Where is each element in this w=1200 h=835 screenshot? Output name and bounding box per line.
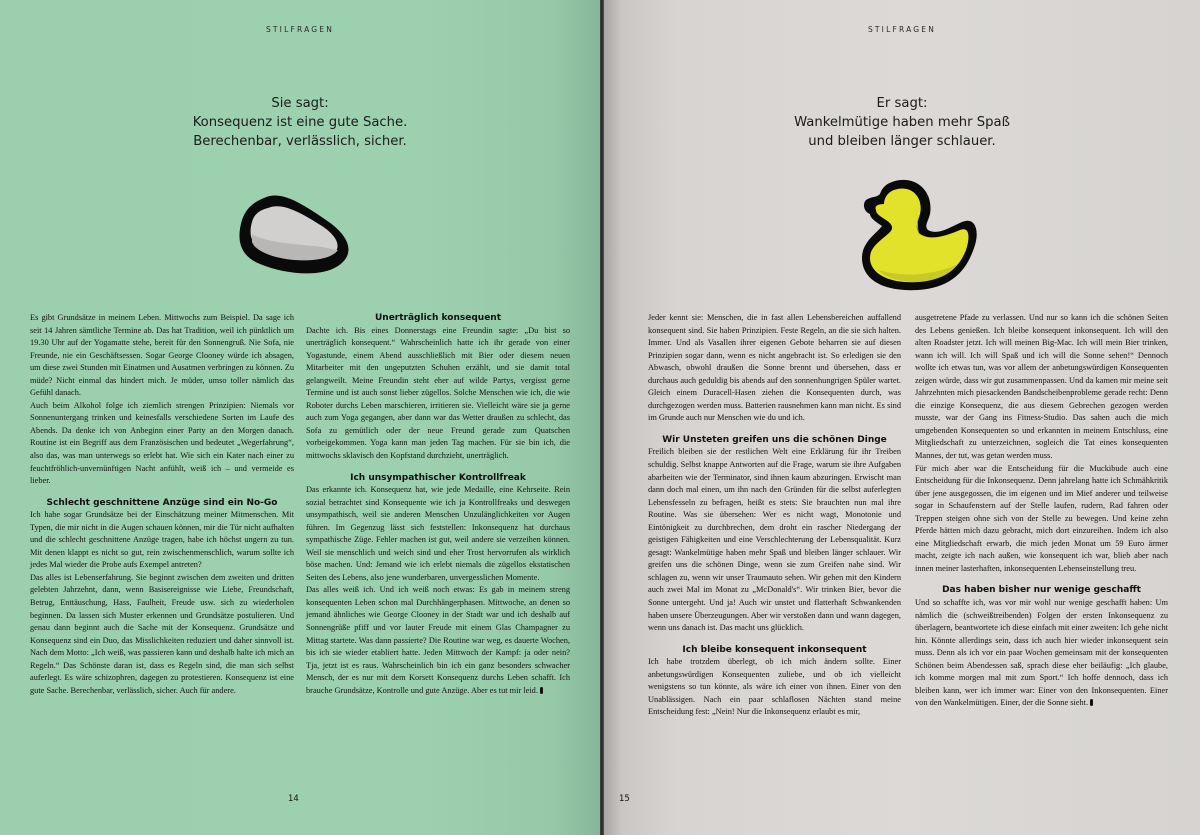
quote-line: Berechenbar, verlässlich, sicher. — [193, 134, 407, 149]
subheading: Ich unsympathischer Kontrollfreak — [350, 472, 526, 483]
right-page — [604, 0, 1200, 835]
article-columns — [648, 312, 1168, 719]
column-1 — [30, 312, 294, 697]
paragraph: Dachte ich. Bis eines Donnerstags eine Freundin sagte: „Du bist so unerträglich konsequent.“ Wahrscheinlich hatte ich ihr gerade von einer Yogastunde, einem Abend ausschließlich mit Bier oder diesem neuen Mitarbeiter mit den ungeputzten Schuhen erzählt, und sie damit total gelangweilt. Meine Freundin steht eher auf wilde Partys, vergisst gerne Termine und ist auch sonst lieber zügellos. Solche Menschen wie ich, die wie Roboter durchs Leben marschieren, irritieren sie. Vielleicht wäre sie ja gerne auch zum Yoga gegangen, aber dann war das Wetter draußen zu schlecht, das Sofa zu gemütlich oder der neue Freund gerade zum Quatschen vorbeigekommen. Yoga kann man jeden Tag machen. Für sie bin ich, die mittwochs sklavisch den Kopfstand durchzieht, unerträglich. — [306, 325, 570, 460]
paragraph-text: Und so schaffte ich, was vor mir wohl nur wenige geschafft haben: Um nämlich die (schweißtreibenden) Folgen der ersten Inkonsequenz zu überlagern, beantwortete ich diese einfach mit einer zweiten: Ich gehe nicht hin. Könnte allerdings sein, dass ich auch hier wieder inkonsequent sein muss. Denn als ich vor ein paar Wochen gemeinsam mit der konsequenten Schönen beim Abendessen saß, sprach diese eher beiläufig: „Ich glaube, ich komme morgen mal mit zum Sport.“ Ich hoffe dennoch, dass ich bleiben kann, wer ich immer war: Einer von den Inkonsequenten. Einer von den Wankelmütigen. Einer, der die Sonne sieht. — [915, 597, 1168, 708]
paragraph: Jeder kennt sie: Menschen, die in fast allen Lebensbereichen auffallend konsequent sind. Sie haben Prinzipien. Feste Regeln, an die sie sich halten. Immer. Und als Vasallen ihrer eigenen Gebote beharren sie auf diesen Prinzipien sogar dann, wenn es nicht angebracht ist. So erledigen sie den Abwasch, obwohl draußen die Sonne brennt und übersehen, dass er durchaus auch geduldig bis abends auf den sonnenhungrigen Spüler wartet. Gleich einem Duracell-Hasen ziehen die Konsequenten durch, was durchgezogen werden muss. Batterien rausnehmen kann man nicht. Es sind im Grunde auch nur Menschen wie du und ich. — [648, 313, 901, 423]
stone-icon — [234, 190, 356, 276]
paragraph: Auch beim Alkohol folge ich ziemlich strengen Prinzipien: Niemals vor Sonnenuntergang trinken und keinesfalls verschiedene Sorten im Laufe des Abends. Da denke ich von Anbeginn einer Party an den Morgen danach. Routine ist ein Begriff aus dem Französischen und bedeutet „Wegerfahrung“, also das, was man unterwegs so erlebt hat. Wie sich ein Kater nach einer zu feuchtfröhlich-unvernünftigen Nacht anfühlt, weiß ich – und vermeide es lieber. — [30, 400, 294, 486]
pull-quote — [0, 94, 600, 151]
paragraph: Es gibt Grundsätze in meinem Leben. Mittwochs zum Beispiel. Da sage ich seit 14 Jahren sämtliche Termine ab. Das hat Tradition, weil ich pünktlich um 19.30 Uhr auf der Yogamatte stehe, bereit für den Sonnengruß. Nie Sofa, nie Freunde, nie ein Geschäftsessen. Sogar George Clooney würde ich absagen, um diese zwei Stunden mit Einatmen und Ausatmen verbringen zu können. Zu müde? Nicht einmal das hindert mich. Je müder, umso toller nämlich das Gefühl danach. — [30, 313, 294, 398]
pull-quote — [604, 94, 1200, 151]
article-columns — [30, 312, 570, 697]
subheading: Das haben bisher nur wenige geschafft — [942, 585, 1141, 596]
rubber-duck-icon — [858, 176, 980, 300]
quote-line: Sie sagt: — [271, 96, 329, 111]
paragraph: Das alles ist Lebenserfahrung. Sie beginnt zwischen dem zweiten und dritten gelebten Jahrzehnt, dann, wenn Basisereignisse wie Liebe, Freundschaft, Betrug, Enttäuschung, Hass, Faulheit, Freude usw. sich zu wiederholen beginnen. Da lassen sich Muster erkennen und Grundsätze postulieren. Und genau dann beginnt auch die Sache mit der Konsequenz. Grundsätze und Konsequenz sind ein Duo, das Misslichkeiten reduziert und daher sinnvoll ist. Nach dem Motto: „Ich weiß, was passieren kann und deshalb halte ich mich an Regeln.“ Das Schönste daran ist, dass es Regeln sind, die man sich selbst auferlegt. Es wäre schizophren, dagegen zu protestieren. Konsequenz ist eine gute Sache. Berechenbar, verlässlich, sicher. Auch für andere. — [30, 572, 294, 695]
end-mark-icon — [1090, 699, 1093, 706]
paragraph: ausgetretene Pfade zu verlassen. Und nur so kann ich die schönen Seiten des Lebens genießen. Ich bleibe konsequent inkonsequent. Ich will den alten Roadster jetzt. Ich will meinen Big-Mac. Ich will mein Bier trinken, wann ich will. Ich will Spaß und ich will die Sonne sehen!“ Dennoch wollte ich etwas tun, was vor allem der anbetungswürdigen Konsequenten zeigen würde, dass wir gut zusammenpassen. Und da kamen mir meine seit Jahrzehnten mich piesackenden Bandscheibenprobleme gerade recht: Denn die einzige Konsequenz, die aus diesem Gebrechen gezogen werden musste, war der Gang ins Fitness-Studio. Das sahen auch die mich umgebenden Konsequenten so und erkannten in meinem Entschluss, eine Mitgliedschaft zu unterzeichnen, sogleich die Tat eines konsequenten Mannes, der tut, was getan werden muss. — [915, 313, 1168, 461]
quote-line: und bleiben länger schlauer. — [808, 134, 996, 149]
paragraph: Freilich bleiben sie der restlichen Welt eine Erklärung für ihr Treiben schuldig. Selbst knappe Antworten auf die Frage, warum sie ihre Aufgaben abarbeiten wie der Terminator, sind ihnen kaum abzuringen. Erwischt man dann doch mal einen, um ihn nach den Gründen für die selbst auferlegten Lebensfesseln zu befragen, heißt es stets: Sie brauchten nun mal ihre Routine. Was sie übersehen: Wer es nicht wagt, Monotonie und Eintönigkeit zu durchbrechen, dem droht ein rascher Niedergang der geistigen Fähigkeiten und eine Verschlechterung der Lebensqualität. Kurz gesagt: Wankelmütige haben mehr Spaß und bleiben länger schlauer. Wir greifen uns die schönen Dinge, wenn sie zum Greifen nahe sind. Wir schlagen zu, wenn wir unser Traumauto sehen. Wir gehen mit den Kindern auch zwei Mal im Monat zu „McDonald's“. Wir trinken Bier, bevor die Sonne untergeht. Und ja! Auch wir unstet und flatterhaft Schwankenden haben unsere Überzeugungen. Aber wir verstoßen dann und wann dagegen, wenn uns danach ist. Das macht uns glücklich. — [648, 447, 901, 633]
paragraph-text: Das alles weiß ich. Und ich weiß noch etwas: Es gab in meinem streng konsequenten Leben schon mal Durchhängerphasen. Mittwoche, an denen so jemand ähnliches wie George Clooney in der Stadt war und ich deshalb auf Sonnengrüße pfiff und vor lauter Freude mit einem Glas Champagner zu Mittag startete. Was dann passierte? Die Routine war weg, es dauerte Wochen, bis ich sie wieder etabliert hatte. Jeden Mittwoch der Kampf: ja oder nein? Tja, jetzt ist es raus. Wahrscheinlich bin ich ein ganz besonders schwacher Mensch, der es nur mit dem Korsett Konsequenz durchs Leben schafft. Ich brauche Grundsätze, Kontrolle und gute Anzüge. Aber es tut mir leid. — [306, 585, 570, 695]
paragraph: Für mich aber war die Entscheidung für die Muckibude auch eine Entscheidung für die Inkonsequenz. Denn jahrelang hatte ich Schmähkritik über jene ausgegossen, die im eigenen und im Mief anderer und teilweise sogar in Schaufenstern auf der Stelle laufen, rudern, Rad fahren oder Treppen steigen ohne sich von der Stelle zu bewegen. Und keine zehn Pferde hätten mich dazu gebracht, mich dort einzureihen. Indem ich also eine Mitgliedschaft erwarb, die mich jeden Monat um 59 Euro ärmer macht, zeigte ich nach außen, wie konsequent ich war, blieb aber nach innen meiner lasterhaften, inkonsequenten Lebenseinstellung treu. — [915, 463, 1168, 573]
subheading: Unerträglich konsequent — [374, 313, 502, 323]
paragraph: Das erkannte ich. Konsequenz hat, wie jede Medaille, eine Kehrseite. Rein sozial betrachtet sind Konsequente wie ich ja Kontrollfreaks und deswegen unsympathisch, weil sie anderen Menschen Unzulänglichkeiten vor Augen führen. Im Gegenzug lässt sich feststellen: Inkonsequenz hat durchaus sympathische Züge. Fehler machen ist gut, weil andere sie verzeihen können. Weil sie menschlich und weich sind und eher Trost hervorrufen als wirklich böse machen. Und: Jemand wie ich erlebt niemals die zügellos ekstatischen Seiten des Lebens, also jene wunderbaren, unvergesslichen Momente. — [306, 485, 570, 582]
subheading: Wir Unsteten greifen uns die schönen Dinge — [662, 434, 887, 445]
subheading: Ich bleibe konsequent inkonsequent — [682, 644, 867, 655]
paragraph — [915, 597, 1168, 710]
paragraph: Ich habe sogar Grundsätze bei der Einschätzung meiner Mitmenschen. Mit Typen, die mir nicht in die Augen schauen können, mir die Tür nicht aufhalten und die schlecht geschnittene Anzüge tragen, habe ich höchst ungern zu tun. Mit denen klappt es nicht so gut, rein zwischenmenschlich, warum sollte ich jedes Mal wieder die Probe aufs Exempel antreten? — [30, 510, 294, 570]
quote-line: Wankelmütige haben mehr Spaß — [794, 115, 1010, 130]
end-mark-icon — [540, 687, 543, 694]
page-number: 14 — [288, 794, 299, 804]
section-label: STILFRAGEN — [265, 25, 335, 34]
page-number: 15 — [619, 794, 630, 804]
section-label: STILFRAGEN — [867, 25, 937, 34]
quote-line: Konsequenz ist eine gute Sache. — [192, 115, 408, 130]
column-2 — [915, 312, 1168, 719]
column-2 — [306, 312, 570, 697]
subheading: Schlecht geschnittene Anzüge sind ein No-Go — [46, 497, 278, 508]
column-1 — [648, 312, 901, 719]
paragraph — [306, 584, 570, 697]
paragraph: Ich habe trotzdem überlegt, ob ich mich ändern sollte. Einer anbetungswürdigen Konsequenten zuliebe, und ob ich vielleicht wenigstens so tun könnte, als wäre ich einer von ihnen. Einer von den Unablässigen. Nach ein paar schlaflosen Nächten stand meine Entscheidung fest: „Nein! Nur die Inkonsequenz erlaubt es mir, — [648, 657, 901, 717]
quote-line: Er sagt: — [876, 96, 928, 111]
